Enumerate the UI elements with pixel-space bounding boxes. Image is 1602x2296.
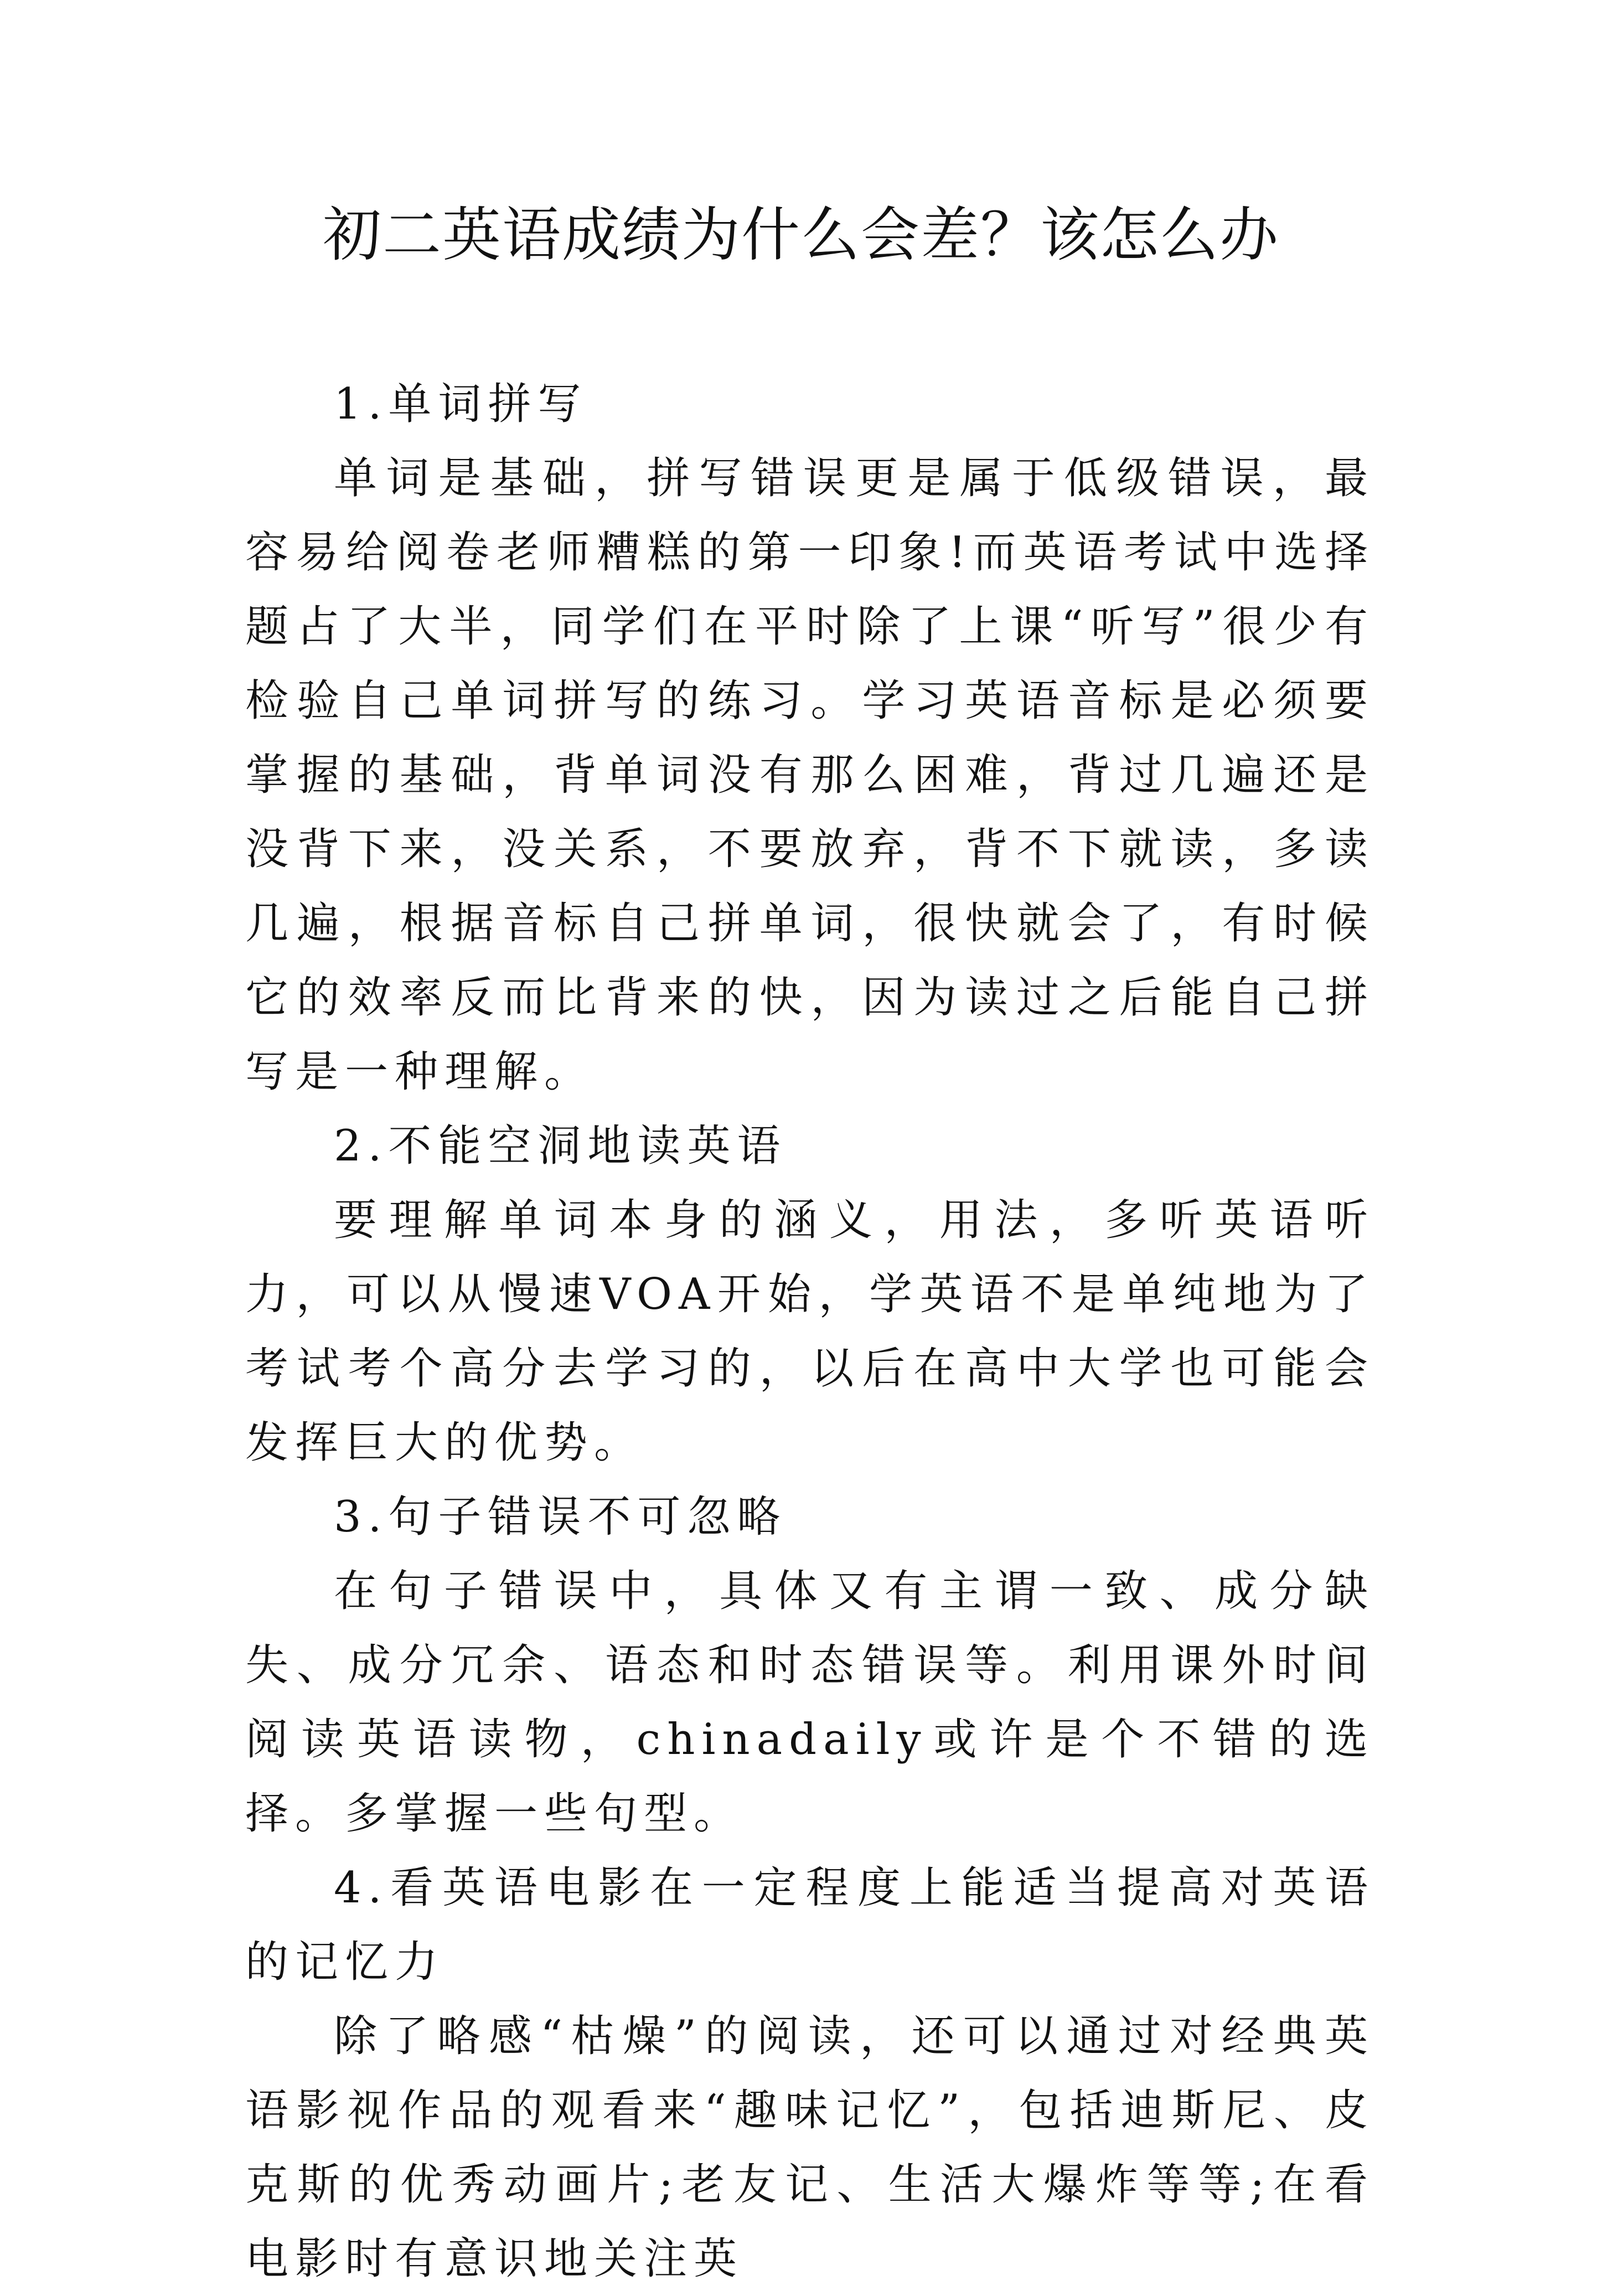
document-title: 初二英语成绩为什么会差？该怎么办 [323,201,1279,269]
document-body [245,367,1374,2296]
section-heading-spelling: 1.单词拼写 [334,379,588,429]
paragraph-spelling: 单词是基础，拼写错误更是属于低级错误，最容易给阅卷老师糟糕的第一印象!而英语考试中选择题占了大半，同学们在平时除了上课“听写”很少有检验自己单词拼写的练习。学习英语音标是必须要掌握的基础，背单词没有那么困难，背过几遍还是没背下来，没关系，不要放弃，背不下就读，多读几遍，根据音标自己拼单词，很快就会了，有时候它的效率反而比背来的快，因为读过之后能自己拼写是一种理解。 [245,453,1374,1097]
paragraph-movies: 除了略感“枯燥”的阅读，还可以通过对经典英语影视作品的观看来“趣味记忆”，包括迪斯尼、皮克斯的优秀动画片;老友记、生活大爆炸等等;在看电影时有意识地关注英 [245,2011,1374,2284]
section-heading-movies: 4.看英语电影在一定程度上能适当提高对英语的记忆力 [245,1863,1374,1987]
section-heading-reading: 2.不能空洞地读英语 [334,1121,787,1171]
section-heading-sentences: 3.句子错误不可忽略 [334,1492,787,1542]
paragraph-reading: 要理解单词本身的涵义，用法，多听英语听力，可以从慢速VOA开始，学英语不是单纯地为了考试考个高分去学习的，以后在高中大学也可能会发挥巨大的优势。 [245,1195,1374,1468]
paragraph-sentences: 在句子错误中，具体又有主谓一致、成分缺失、成分冗余、语态和时态错误等。利用课外时间阅读英语读物，chinadaily或许是个不错的选择。多掌握一些句型。 [245,1566,1374,1839]
